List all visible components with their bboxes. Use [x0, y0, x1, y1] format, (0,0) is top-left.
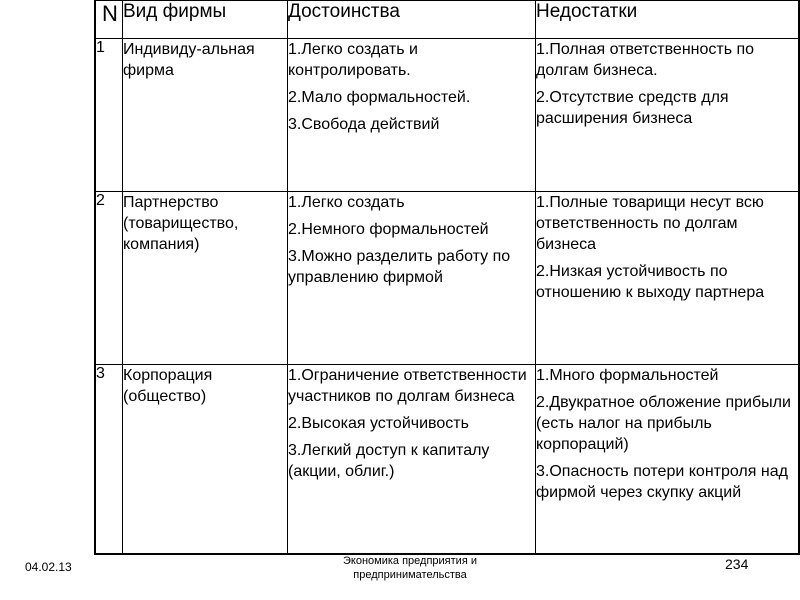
- advantage-item: 1.Легко создать: [288, 194, 405, 211]
- firm-type-cell: Партнерство (товарищество, компания): [123, 192, 288, 365]
- advantage-item: 3.Свобода действий: [288, 116, 440, 133]
- firm-type-cell: Индивиду-альная фирма: [123, 39, 288, 192]
- advantage-item: 3.Можно разделить работу по управлению фирмой: [288, 248, 511, 286]
- disadvantage-item: 1.Много формальностей: [536, 367, 719, 384]
- disadvantage-item: 2.Отсутствие средств для расширения бизнеса: [536, 89, 729, 127]
- firm-type-cell: Корпорация (общество): [123, 365, 288, 554]
- disadvantage-item: 3.Опасность потери контроля над фирмой через скупку акций: [536, 463, 788, 501]
- advantages-cell: [288, 39, 536, 192]
- footer-title: Экономика предприятия и предпринимательства: [343, 555, 477, 581]
- disadvantage-item: 2.Двукратное обложение прибыли (есть налог на прибыль корпораций): [536, 394, 791, 453]
- row-number: 2: [96, 192, 123, 365]
- advantage-item: 1.Ограничение ответственности участников по долгам бизнеса: [288, 367, 527, 405]
- advantages-cell: [288, 192, 536, 365]
- advantage-item: 2.Высокая устойчивость: [288, 415, 469, 432]
- table-row: [96, 365, 799, 554]
- disadvantage-item: 1.Полная ответственность по долгам бизнеса.: [536, 41, 755, 79]
- header-disadvantages: Недостатки: [536, 1, 799, 39]
- advantages-cell: [288, 365, 536, 554]
- disadvantages-cell: [536, 192, 799, 365]
- firm-types-table: [95, 0, 799, 554]
- advantage-item: 1.Легко создать и контролировать.: [288, 41, 418, 79]
- row-number: 3: [96, 365, 123, 554]
- disadvantages-cell: [536, 39, 799, 192]
- disadvantage-item: 2.Низкая устойчивость по отношению к выходу партнера: [536, 263, 765, 301]
- header-num: N: [96, 1, 123, 39]
- header-firm-type: Вид фирмы: [123, 1, 288, 39]
- header-advantages: Достоинства: [288, 1, 536, 39]
- table-row: [96, 39, 799, 192]
- table-header-row: [96, 1, 799, 39]
- disadvantages-cell: [536, 365, 799, 554]
- disadvantage-item: 1.Полные товарищи несут всю ответственность по долгам бизнеса: [536, 194, 764, 253]
- page-number: 234: [725, 556, 749, 572]
- table-row: [96, 192, 799, 365]
- row-number: 1: [96, 39, 123, 192]
- advantage-item: 2.Немного формальностей: [288, 221, 489, 238]
- footer-date: 04.02.13: [25, 560, 72, 574]
- advantage-item: 3.Легкий доступ к капиталу (акции, облиг.): [288, 442, 490, 480]
- advantage-item: 2.Мало формальностей.: [288, 89, 471, 106]
